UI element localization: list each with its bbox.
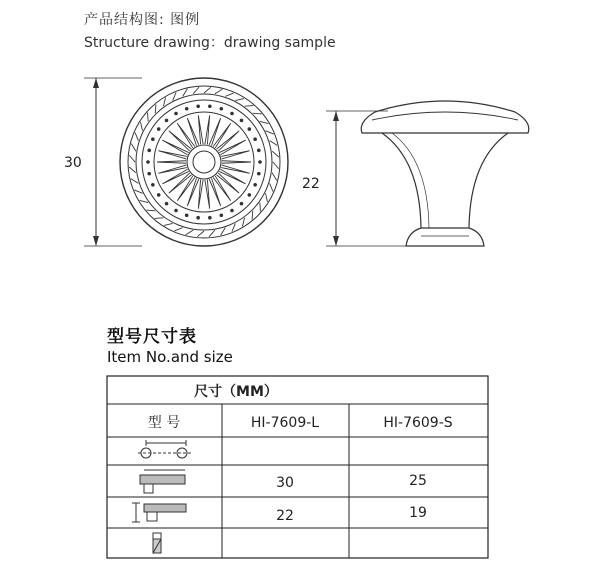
unit-header: 尺寸（MM） xyxy=(194,384,278,400)
size-section-title-en: Item No.and size xyxy=(107,348,233,366)
diameter-icon xyxy=(140,470,185,493)
size-table xyxy=(107,376,488,558)
diameter-s-value: 25 xyxy=(409,473,427,489)
height-l-value: 22 xyxy=(276,508,294,524)
drawing-title-en: Structure drawing：drawing sample xyxy=(84,35,336,51)
model-label: 型 号 xyxy=(147,415,181,431)
side-view-knob xyxy=(326,101,529,246)
front-height-dim: 30 xyxy=(64,155,82,171)
screw-icon xyxy=(153,533,161,553)
side-height-dim: 22 xyxy=(302,176,320,192)
front-view-knob xyxy=(84,78,288,246)
height-icon xyxy=(132,503,186,522)
model-l-header: HI-7609-L xyxy=(250,415,320,431)
height-s-value: 19 xyxy=(409,505,427,521)
size-section-title-cn: 型号尺寸表 xyxy=(107,327,197,347)
model-s-header: HI-7609-S xyxy=(383,415,453,431)
drawing-title-cn: 产品结构图: 图例 xyxy=(84,12,201,28)
hole-spacing-icon xyxy=(138,440,192,458)
diameter-l-value: 30 xyxy=(276,475,294,491)
